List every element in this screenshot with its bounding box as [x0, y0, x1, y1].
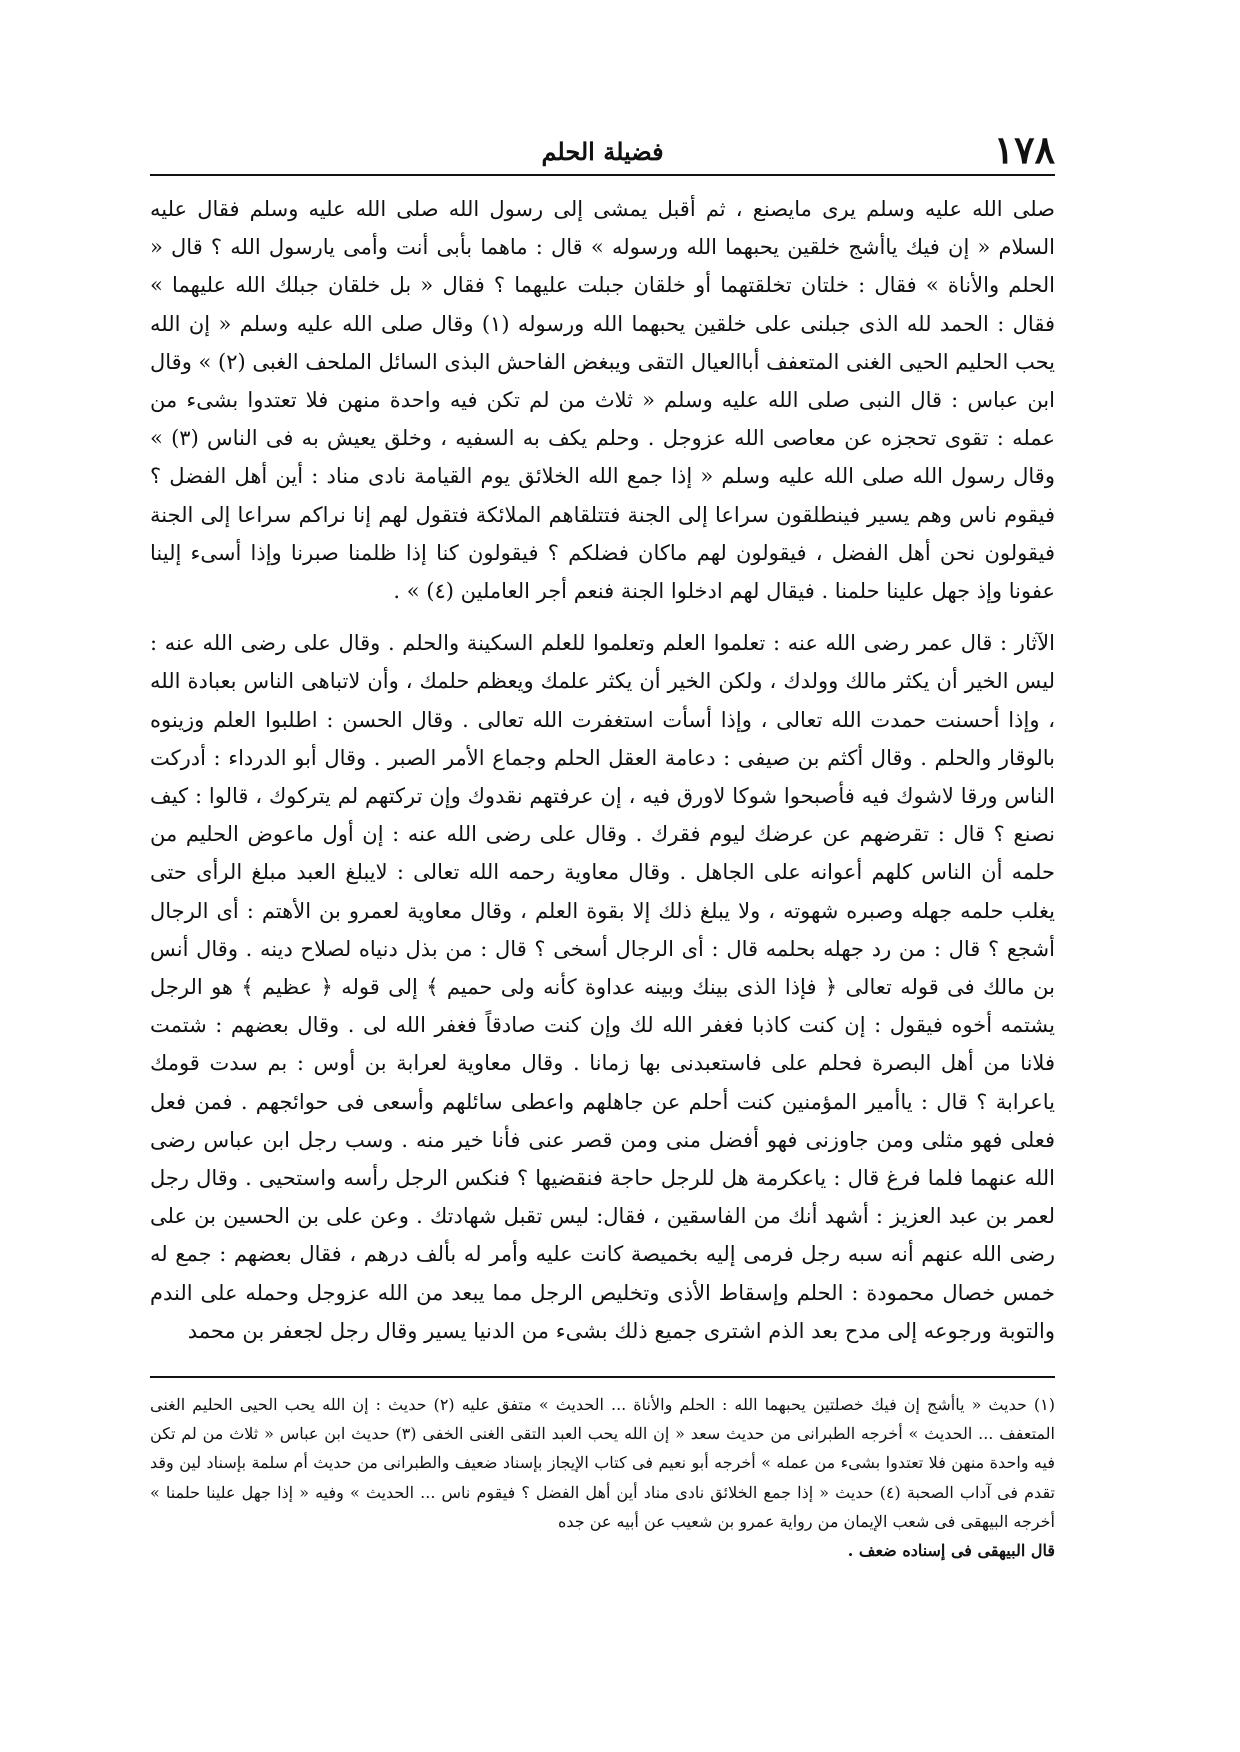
footnote-divider — [150, 1376, 1055, 1378]
footnotes — [150, 1390, 1055, 1565]
page-header — [150, 128, 1055, 176]
body-paragraph-1: صلى الله عليه وسلم يرى مايصنع ، ثم أقبل يمشى إلى رسول الله صلى الله عليه وسلم فقال عليه السلام « إن فيك ياأشج خلقين يحبهما الله ورسوله » قال : ماهما بأبى أنت وأمى يارسول الله ؟ قال « الحلم والأناة » فقال : خلتان تخلقتهما أو خلقان جبلت عليهما ؟ فقال « بل خلقان جبلك الله عليهما » فقال : الحمد لله الذى جبلنى على خلقين يحبهما الله ورسوله (١) وقال صلى الله عليه وسلم « إن الله يحب الحليم الحيى الغنى المتعفف أباالعيال التقى ويبغض الفاحش البذى السائل الملحف الغبى (٢) » وقال ابن عباس : قال النبى صلى الله عليه وسلم « ثلاث من لم تكن فيه واحدة منهن فلا تعتدوا بشىء من عمله : تقوى تحجزه عن معاصى الله عزوجل . وحلم يكف به السفيه ، وخلق يعيش به فى الناس (٣) » وقال رسول الله صلى الله عليه وسلم « إذا جمع الله الخلائق يوم القيامة نادى مناد : أين أهل الفضل ؟ فيقوم ناس وهم يسير فينطلقون سراعا إلى الجنة فتتلقاهم الملائكة فتقول لهم إنا نراكم سراعا إلى الجنة فيقولون نحن أهل الفضل ، فيقولون لهم ماكان فضلكم ؟ فيقولون كنا إذا ظلمنا صبرنا وإذا أسىء إلينا عفونا وإذ جهل علينا حلمنا . فيقال لهم ادخلوا الجنة فنعم أجر العاملين (٤) » . — [150, 197, 1056, 604]
page-number: ١٧٨ — [993, 127, 1055, 172]
running-title: فضيلة الحلم — [541, 137, 664, 166]
body-paragraph-2: الآثار : قال عمر رضى الله عنه : تعلموا العلم وتعلموا للعلم السكينة والحلم . وقال على رضى الله عنه : ليس الخير أن يكثر مالك وولدك ، ولكن الخير أن يكثر علمك ويعظم حلمك ، وأن لاتباهى الناس بعبادة الله ، وإذا أحسنت حمدت الله تعالى ، وإذا أسأت استغفرت الله تعالى . وقال الحسن : اطلبوا العلم وزينوه بالوقار والحلم . وقال أكثم بن صيفى : دعامة العقل الحلم وجماع الأمر الصبر . وقال أبو الدرداء : أدركت الناس ورقا لاشوك فيه فأصبحوا شوكا لاورق فيه ، إن عرفتهم نقدوك وإن تركتهم لم يتركوك ، قالوا : كيف نصنع ؟ قال : تقرضهم عن عرضك ليوم فقرك . وقال على رضى الله عنه : إن أول ماعوض الحليم من حلمه أن الناس كلهم أعوانه على الجاهل . وقال معاوية رحمه الله تعالى : لايبلغ العبد مبلغ الرأى حتى يغلب حلمه جهله وصبره شهوته ، ولا يبلغ ذلك إلا بقوة العلم ، وقال معاوية لعمرو بن الأهتم : أى الرجال أشجع ؟ قال : من رد جهله بحلمه قال : أى الرجال أسخى ؟ قال : من بذل دنياه لصلاح دينه . وقال أنس بن مالك فى قوله تعالى ﴿ فإذا الذى بينك وبينه عداوة كأنه ولى حميم ﴾ إلى قوله ﴿ عظيم ﴾ هو الرجل يشتمه أخوه فيقول : إن كنت كاذبا فغفر الله لك وإن كنت صادقاً فغفر الله لى . وقال بعضهم : شتمت فلانا من أهل البصرة فحلم على فاستعبدنى بها زمانا . وقال معاوية لعرابة بن أوس : بم سدت قومك ياعرابة ؟ قال : ياأمير المؤمنين كنت أحلم عن جاهلهم واعطى سائلهم وأسعى فى حوائجهم . فمن فعل فعلى فهو مثلى ومن جاوزنى فهو أفضل منى ومن قصر عنى فأنا خير منه . وسب رجل ابن عباس رضى الله عنهما فلما فرغ قال : ياعكرمة هل للرجل حاجة فنقضيها ؟ فنكس الرجل رأسه واستحيى . وقال رجل لعمر بن عبد العزيز : أشهد أنك من الفاسقين ، فقال: ليس تقبل شهادتك . وعن على بن الحسين بن على رضى الله عنهم أنه سبه رجل فرمى إليه بخميصة كانت عليه وأمر له بألف درهم ، فقال بعضهم : جمع له خمس خصال محمودة : الحلم وإسقاط الأذى وتخليص الرجل مما يبعد من الله عزوجل وحمله على الندم والتوبة ورجوعه إلى مدح بعد الذم اشترى جميع ذلك بشىء من الدنيا يسير وقال رجل لجعفر بن محمد — [150, 631, 1055, 1343]
footnote-text: (١) حديث « ياأشج إن فيك خصلتين يحبهما الله : الحلم والأناة ... الحديث » متفق عليه (٢) حديث : إن الله يحب الحيى الحليم الغنى المتعفف ... الحديث » أخرجه الطبرانى من حديث سعد « إن الله يحب العبد التقى الغنى الخفى (٣) حديث ابن عباس « ثلاث من لم تكن فيه واحدة منهن فلا تعتدوا بشىء من عمله » أخرجه أبو نعيم فى كتاب الإيجاز بإسناد ضعيف والطبرانى من حديث أم سلمة بإسناد لين وقد تقدم فى آداب الصحبة (٤) حديث « إذا جمع الخلائق نادى مناد أين أهل الفضل ؟ فيقوم ناس ... الحديث » وفيه « إذا جهل علينا حلمنا » أخرجه البيهقى فى شعب الإيمان من رواية عمرو بن شعيب عن أبيه عن جده — [150, 1395, 1056, 1531]
footnote-last-line: قال البيهقى فى إسناده ضعف . — [847, 1541, 1055, 1561]
main-text — [150, 190, 1055, 1350]
